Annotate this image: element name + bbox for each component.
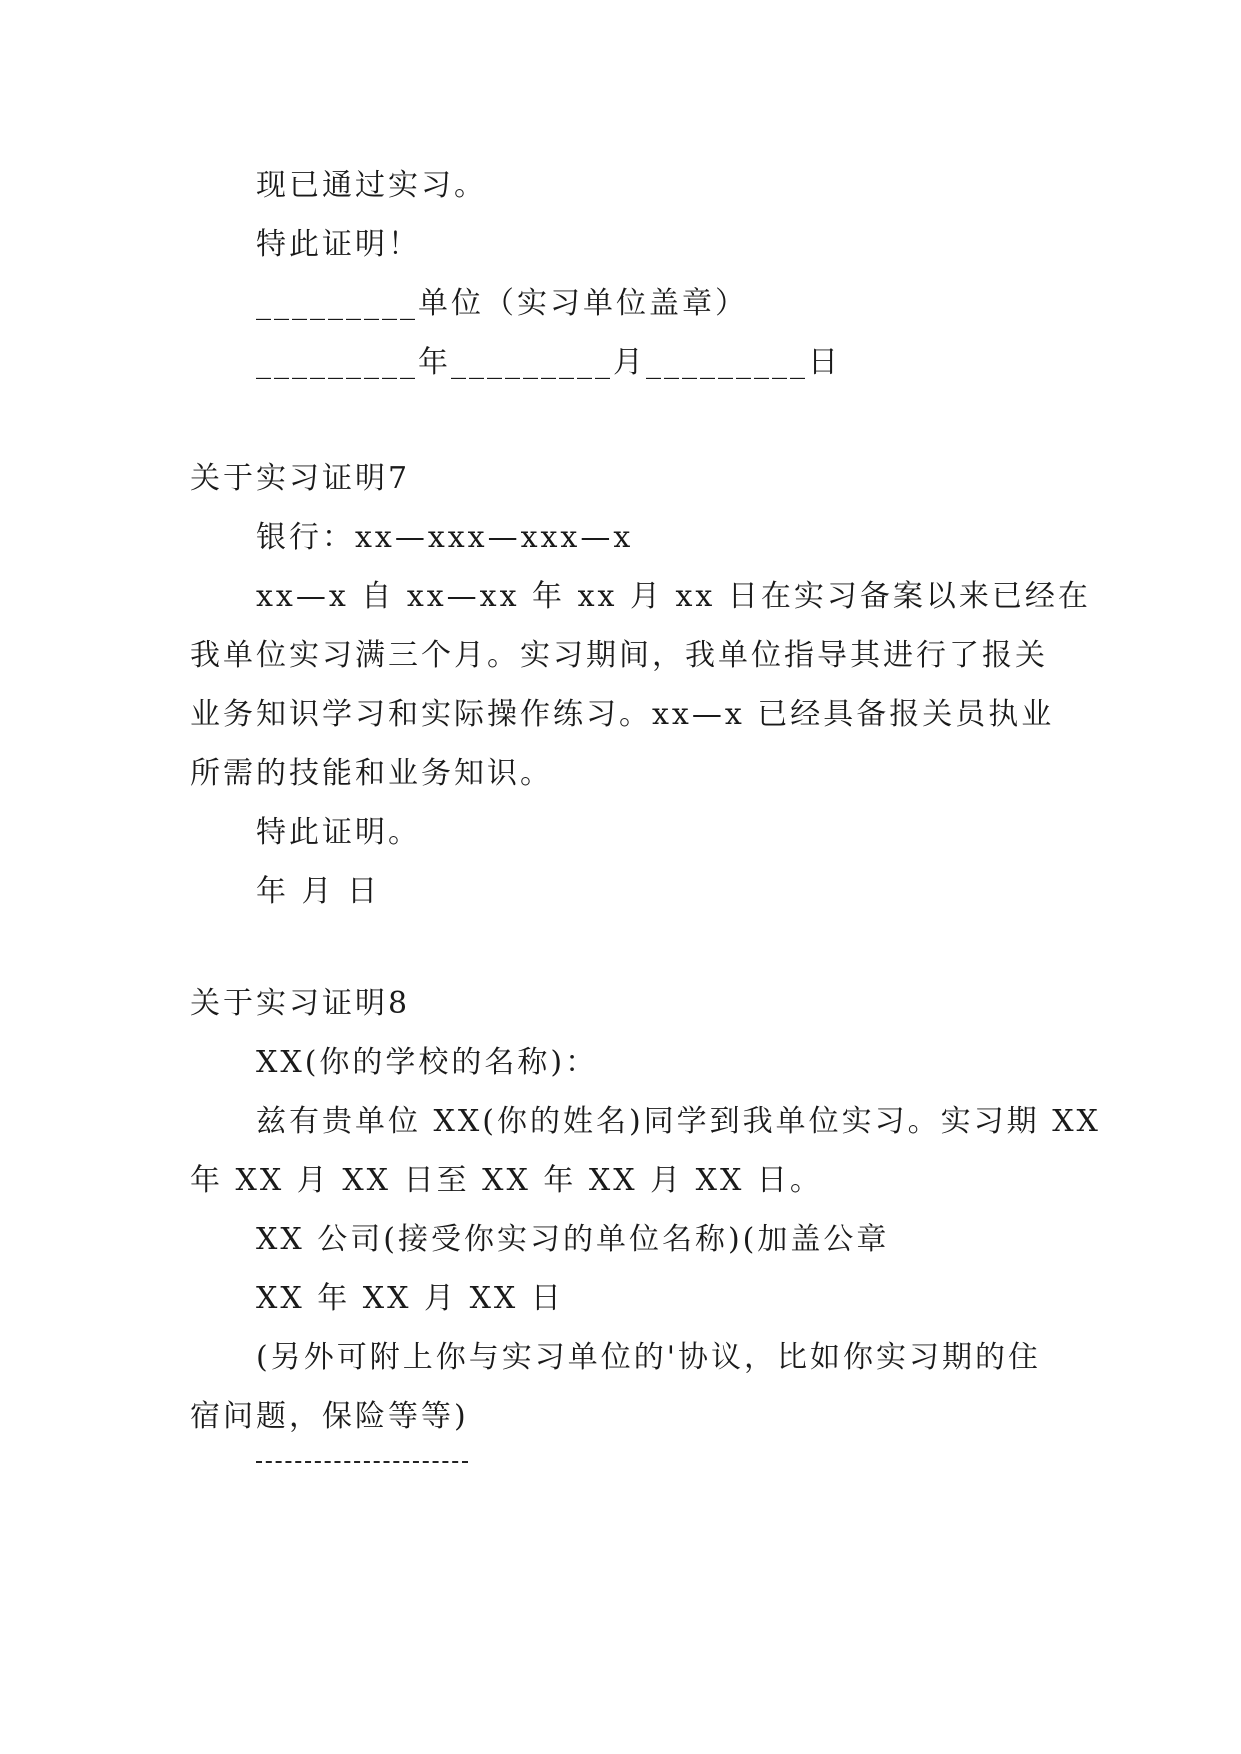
body-line: xx—x 自 xx—xx 年 xx 月 xx 日在实习备案以来已经在 — [256, 579, 1091, 614]
date-line: _________年_________月_________日 — [256, 345, 841, 380]
certify-text: 特此证明。 — [256, 815, 421, 850]
salutation: XX(你的学校的名称)： — [256, 1045, 599, 1080]
note-line: (另外可附上你与实习单位的'协议，比如你实习期的住 — [256, 1340, 1041, 1375]
section-heading: 关于实习证明7 — [190, 461, 411, 496]
body-line: 业务知识学习和实际操作练习。xx—x 已经具备报关员执业 — [190, 697, 1055, 732]
bank-line: 银行：xx—xxx—xxx—x — [256, 520, 634, 555]
body-line: 兹有贵单位 XX(你的姓名)同学到我单位实习。实习期 XX — [256, 1104, 1101, 1139]
body-line: 所需的技能和业务知识。 — [190, 756, 553, 791]
passed-text: 现已通过实习。 — [256, 168, 487, 203]
unit-stamp-line: _________单位（实习单位盖章） — [256, 286, 748, 321]
section-heading: 关于实习证明8 — [190, 986, 411, 1021]
separator-rule — [256, 1461, 468, 1463]
date-text: XX 年 XX 月 XX 日 — [256, 1281, 564, 1316]
certify-text: 特此证明！ — [256, 227, 421, 262]
date-text: 年 月 日 — [256, 874, 381, 909]
note-line: 宿问题，保险等等) — [190, 1399, 469, 1434]
body-line: 我单位实习满三个月。实习期间，我单位指导其进行了报关 — [190, 638, 1048, 673]
company-line: XX 公司(接受你实习的单位名称)(加盖公章 — [256, 1222, 890, 1257]
body-line: 年 XX 月 XX 日至 XX 年 XX 月 XX 日。 — [190, 1163, 823, 1198]
